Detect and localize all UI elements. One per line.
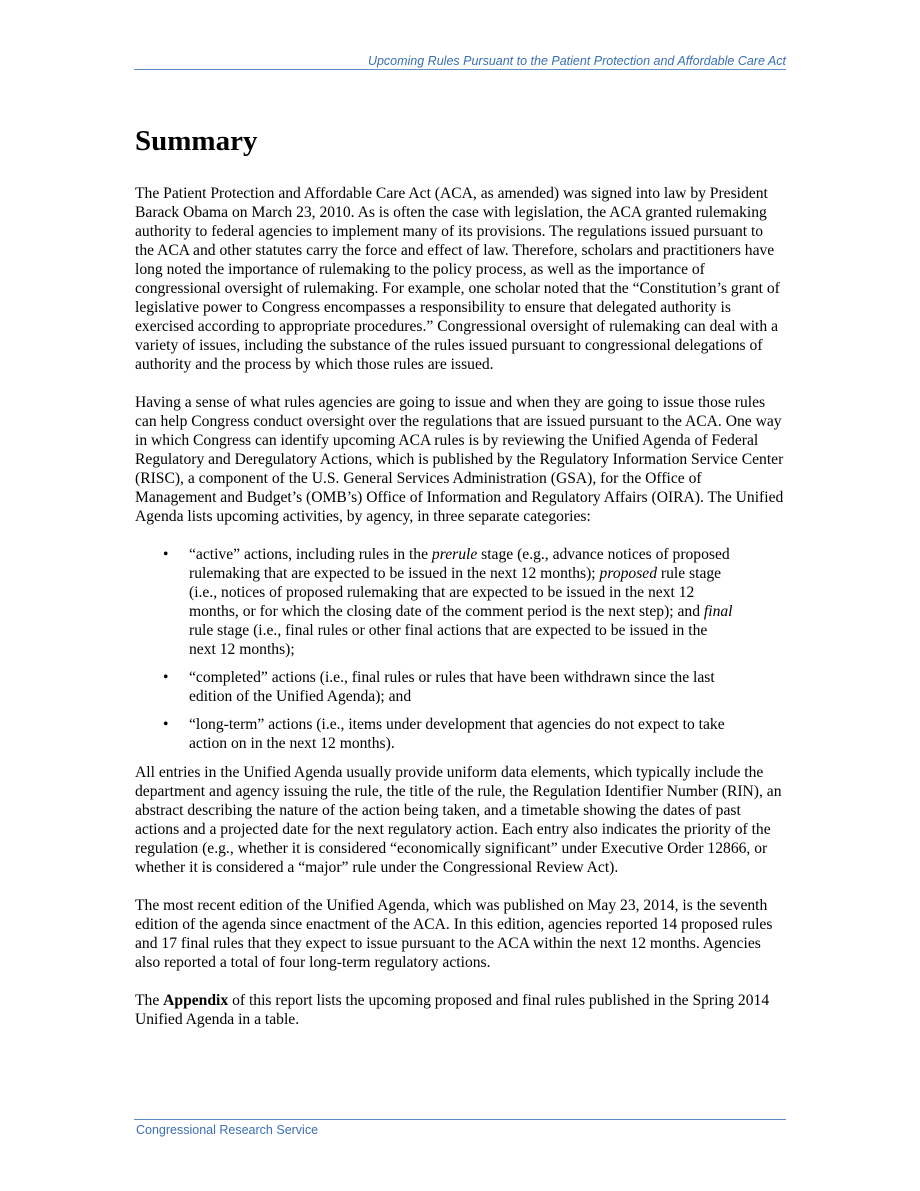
page-body bbox=[135, 122, 785, 1048]
text-span: “long-term” actions (i.e., items under development that agencies do not expect to take action on in the next 12 months). bbox=[189, 716, 725, 752]
text-span: “completed” actions (i.e., final rules or rules that have been withdrawn since the last edition of the Unified Agenda); and bbox=[189, 669, 715, 705]
running-header-title: Upcoming Rules Pursuant to the Patient Protection and Affordable Care Act bbox=[367, 54, 786, 68]
header-divider bbox=[134, 69, 786, 70]
category-list bbox=[135, 545, 785, 753]
emphasis-proposed: proposed bbox=[599, 565, 657, 582]
list-item-active bbox=[135, 545, 785, 659]
footer-divider bbox=[134, 1119, 786, 1120]
paragraph-recent-edition: The most recent edition of the Unified Agenda, which was published on May 23, 2014, is the seventh edition of the agenda since enactment of the ACA. In this edition, agencies reported 14 proposed rules and 17 final rules that they expect to issue pursuant to the ACA within the next 12 months. Agencies also reported a total of four long-term regulatory actions. bbox=[135, 897, 773, 971]
appendix-reference: Appendix bbox=[163, 992, 229, 1009]
bullet-icon: • bbox=[163, 716, 169, 733]
paragraph-unified-agenda: Having a sense of what rules agencies are going to issue and when they are going to issue those rules can help Congress conduct oversight over the regulations that are issued pursuant to the ACA. One way in which Congress can identify upcoming ACA rules is by reviewing the Unified Agenda of Federal Regulatory and Deregulatory Actions, which is published by the Regulatory Information Service Center (RISC), a component of the U.S. General Services Administration (GSA), for the Office of Management and Budget’s (OMB’s) Office of Information and Regulatory Affairs (OIRA). The Unified Agenda lists upcoming activities, by agency, in three separate categories: bbox=[135, 394, 784, 525]
paragraph-appendix bbox=[135, 991, 785, 1029]
paragraph-aca-intro: The Patient Protection and Affordable Care Act (ACA, as amended) was signed into law by President Barack Obama on March 23, 2010. As is often the case with legislation, the ACA granted rulemaking authority to federal agencies to implement many of its provisions. The regulations issued pursuant to the ACA and other statutes carry the force and effect of law. Therefore, scholars and practitioners have long noted the importance of rulemaking to the policy process, as well as the importance of congressional oversight of rulemaking. For example, one scholar noted that the “Constitution’s grant of legislative power to Congress encompasses a responsibility to ensure that delegated authority is exercised according to appropriate procedures.” Congressional oversight of rulemaking can deal with a variety of issues, including the substance of the rules issued pursuant to congressional delegations of authority and the process by which those rules are issued. bbox=[135, 185, 780, 373]
emphasis-prerule: prerule bbox=[431, 546, 478, 563]
paragraph-data-elements: All entries in the Unified Agenda usually provide uniform data elements, which typically include the department and agency issuing the rule, the title of the rule, the Regulation Identifier Number (RIN), an abstract describing the nature of the action being taken, and a timetable showing the dates of past actions and a projected date for the next regulatory action. Each entry also indicates the priority of the regulation (e.g., whether it is considered “economically significant” under Executive Order 12866, or whether it is considered a “major” rule under the Congressional Review Act). bbox=[135, 764, 782, 876]
text-span: rule stage (i.e., notices of proposed rulemaking that are expected to be issued in the next 12 months, or for which the closing date of the comment period is the next step); and bbox=[189, 565, 722, 620]
text-span: The bbox=[135, 992, 164, 1009]
list-item-long-term bbox=[135, 715, 785, 753]
text-span: rule stage (i.e., final rules or other final actions that are expected to be issued in the next 12 months); bbox=[189, 622, 708, 658]
text-span: of this report lists the upcoming proposed and final rules published in the Spring 2014 Unified Agenda in a table. bbox=[135, 992, 770, 1028]
text-span: “active” actions, including rules in the bbox=[189, 546, 432, 563]
footer-source: Congressional Research Service bbox=[136, 1123, 319, 1137]
text-span: stage (e.g., advance notices of proposed rulemaking that are expected to be issued in the next 12 months); bbox=[189, 546, 730, 582]
emphasis-final: final bbox=[703, 603, 733, 620]
list-item-completed bbox=[135, 668, 785, 706]
page-title: Summary bbox=[135, 125, 258, 157]
bullet-icon: • bbox=[163, 669, 169, 686]
bullet-icon: • bbox=[163, 546, 169, 563]
